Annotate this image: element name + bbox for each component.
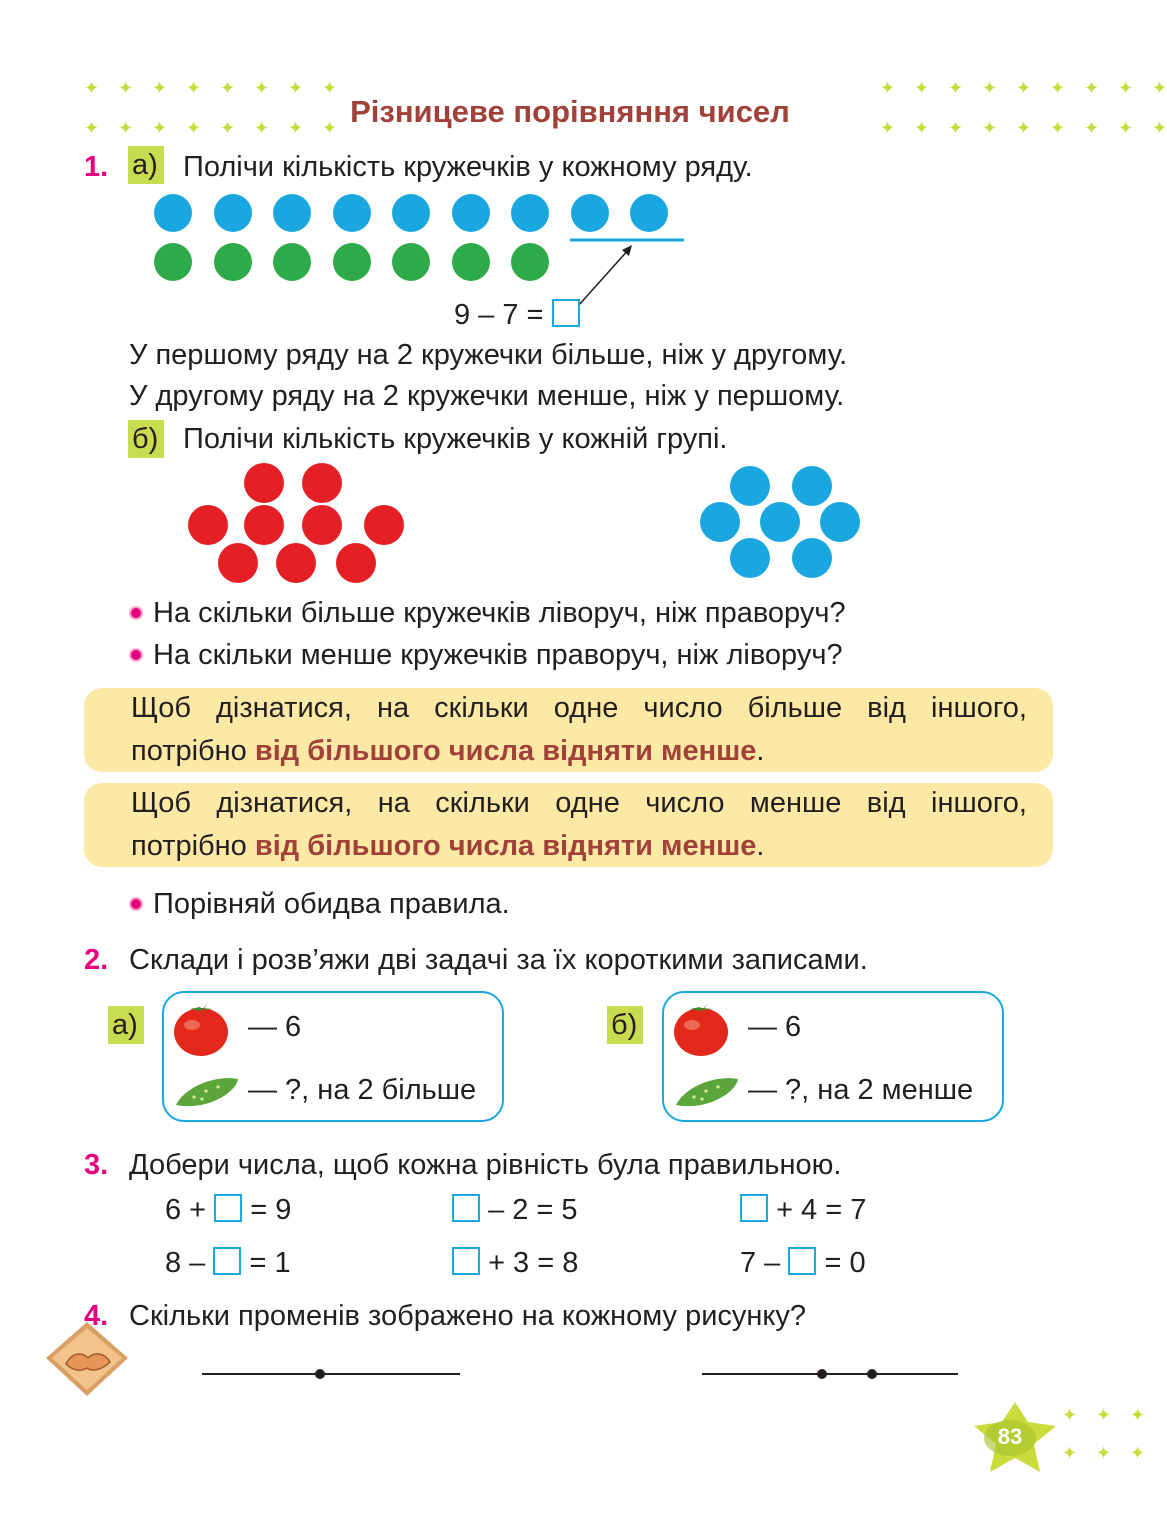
ex4-number: 4. [84, 1300, 109, 1332]
ex1-sentence-1: У першому ряду на 2 кружечки більше, ніж у другому. [129, 339, 848, 371]
circle-icon [244, 463, 284, 503]
ex1-compare: Порівняй обидва правила. [129, 887, 510, 921]
circle-icon [364, 505, 404, 545]
ex4-instruction: Скільки променів зображено на кожному рисунку? [129, 1300, 807, 1332]
answer-box[interactable] [452, 1247, 480, 1275]
ex3-number: 3. [84, 1149, 109, 1181]
star-icon: ✦ [1050, 78, 1066, 98]
star-icon: ✦ [254, 78, 270, 98]
star-icon: ✦ [1084, 118, 1100, 138]
star-icon: ✦ [948, 78, 964, 98]
answer-box[interactable] [213, 1247, 241, 1275]
circle-icon [792, 538, 832, 578]
star-icon: ✦ [1016, 78, 1032, 98]
star-icon: ✦ [1118, 118, 1134, 138]
ex2-b-tomato: — 6 [748, 1011, 802, 1043]
equation-text: 9 – 7 = [454, 299, 544, 331]
circle-icon [820, 502, 860, 542]
star-icon: ✦ [152, 118, 168, 138]
star-icon: ✦ [186, 78, 202, 98]
star-icon: ✦ [914, 118, 930, 138]
rule-line: потрібно від більшого числа відняти менше. [131, 735, 765, 767]
ex3-equation: + 3 = 8 [452, 1246, 578, 1280]
ex2-a-card [162, 991, 504, 1122]
star-icon: ✦ [322, 118, 338, 138]
circle-icon [188, 505, 228, 545]
star-icon: ✦ [186, 118, 202, 138]
answer-box[interactable] [214, 1194, 242, 1222]
ex2-b-cucumber: — ?, на 2 менше [748, 1074, 974, 1106]
ex2-a-cucumber: — ?, на 2 більше [248, 1074, 477, 1106]
star-icon: ✦ [982, 118, 998, 138]
tomato-icon [170, 997, 232, 1059]
star-icon: ✦ [288, 78, 304, 98]
star-icon: ✦ [152, 78, 168, 98]
star-icon: ✦ [1130, 1443, 1146, 1463]
rule-line: потрібно від більшого числа відняти менше. [131, 830, 765, 862]
circle-groups [0, 0, 1162, 600]
page-number: 83 [997, 1424, 1023, 1449]
ex2-instruction: Склади і розв’яжи дві задачі за їх короткими записами. [129, 944, 868, 976]
ray-point [867, 1369, 877, 1379]
star-icon: ✦ [880, 78, 896, 98]
ex2-number: 2. [84, 944, 109, 976]
star-icon: ✦ [1062, 1405, 1078, 1425]
ray-point [315, 1369, 325, 1379]
star-icon: ✦ [84, 78, 100, 98]
circle-icon [730, 538, 770, 578]
circle-icon [700, 502, 740, 542]
ray-point [817, 1369, 827, 1379]
circle-icon [760, 502, 800, 542]
circle-icon [302, 505, 342, 545]
star-icon: ✦ [1016, 118, 1032, 138]
star-icon: ✦ [118, 118, 134, 138]
star-icon: ✦ [1152, 118, 1167, 138]
bullet-icon [129, 606, 143, 620]
bullet-icon [129, 648, 143, 662]
answer-box[interactable] [740, 1194, 768, 1222]
ex3-instruction: Добери числа, щоб кожна рівність була правильною. [129, 1149, 842, 1181]
answer-box[interactable] [452, 1194, 480, 1222]
ex3-equation: 6 + = 9 [165, 1194, 292, 1226]
ex1-a-instruction: Полічи кількість кружечків у кожному ряду. [183, 151, 753, 183]
ex1-a-tag: а) [128, 146, 164, 184]
circle-icon [730, 466, 770, 506]
star-icon: ✦ [118, 78, 134, 98]
star-icon: ✦ [322, 78, 338, 98]
star-icon: ✦ [1130, 1405, 1146, 1425]
tomato-icon [670, 997, 732, 1059]
circle-icon [792, 466, 832, 506]
cucumber-icon [672, 1071, 742, 1113]
ex1-question-2: На скільки менше кружечків праворуч, ніж ліворуч? [129, 638, 843, 672]
ex3-equation: 8 – = 1 [165, 1247, 291, 1279]
cucumber-icon [172, 1071, 242, 1113]
ex1-number: 1. [84, 151, 109, 183]
bottom-star-border [1058, 1405, 1158, 1465]
star-icon: ✦ [288, 118, 304, 138]
star-icon: ✦ [220, 78, 236, 98]
star-icon: ✦ [220, 118, 236, 138]
rays-figure-2 [700, 1360, 962, 1390]
star-icon: ✦ [1050, 118, 1066, 138]
ex3-equation: + 4 = 7 [740, 1193, 866, 1227]
star-icon: ✦ [1062, 1443, 1078, 1463]
ex2-b-tag: б) [607, 1006, 643, 1044]
ex2-a-tag: а) [108, 1006, 144, 1044]
star-icon: ✦ [84, 118, 100, 138]
circle-icon [302, 463, 342, 503]
rays-figure-1 [200, 1360, 462, 1390]
rule-line: Щоб дізнатися, на скільки одне число менше від іншого, [131, 787, 1027, 819]
ex2-b-card [662, 991, 1004, 1122]
star-icon: ✦ [948, 118, 964, 138]
star-icon: ✦ [1096, 1405, 1112, 1425]
ex1-question-1: На скільки більше кружечків ліворуч, ніж праворуч? [129, 596, 846, 630]
circle-icon [276, 543, 316, 583]
ex2-a-tomato: — 6 [248, 1011, 302, 1043]
ex3-equation: – 2 = 5 [452, 1193, 578, 1227]
ex1-b-instruction: Полічи кількість кружечків у кожній групі. [183, 423, 728, 455]
rule-box-greater [84, 688, 1053, 772]
circle-icon [336, 543, 376, 583]
rule-box-less [84, 783, 1053, 867]
bullet-icon [129, 897, 143, 911]
rule-line: Щоб дізнатися, на скільки одне число більше від іншого, [131, 692, 1027, 724]
ex3-equation: 7 – = 0 [740, 1247, 866, 1279]
ex1-b-tag: б) [128, 420, 164, 458]
circle-icon [218, 543, 258, 583]
star-icon: ✦ [1084, 78, 1100, 98]
page-title: Різницеве порівняння чисел [350, 94, 790, 129]
star-icon: ✦ [1096, 1443, 1112, 1463]
star-icon: ✦ [1152, 78, 1167, 98]
ex1-sentence-2: У другому ряду на 2 кружечки менше, ніж у першому. [129, 380, 845, 412]
star-icon: ✦ [880, 118, 896, 138]
star-icon: ✦ [254, 118, 270, 138]
answer-box[interactable] [788, 1247, 816, 1275]
circle-icon [244, 505, 284, 545]
star-icon: ✦ [914, 78, 930, 98]
star-icon: ✦ [1118, 78, 1134, 98]
star-icon: ✦ [982, 78, 998, 98]
